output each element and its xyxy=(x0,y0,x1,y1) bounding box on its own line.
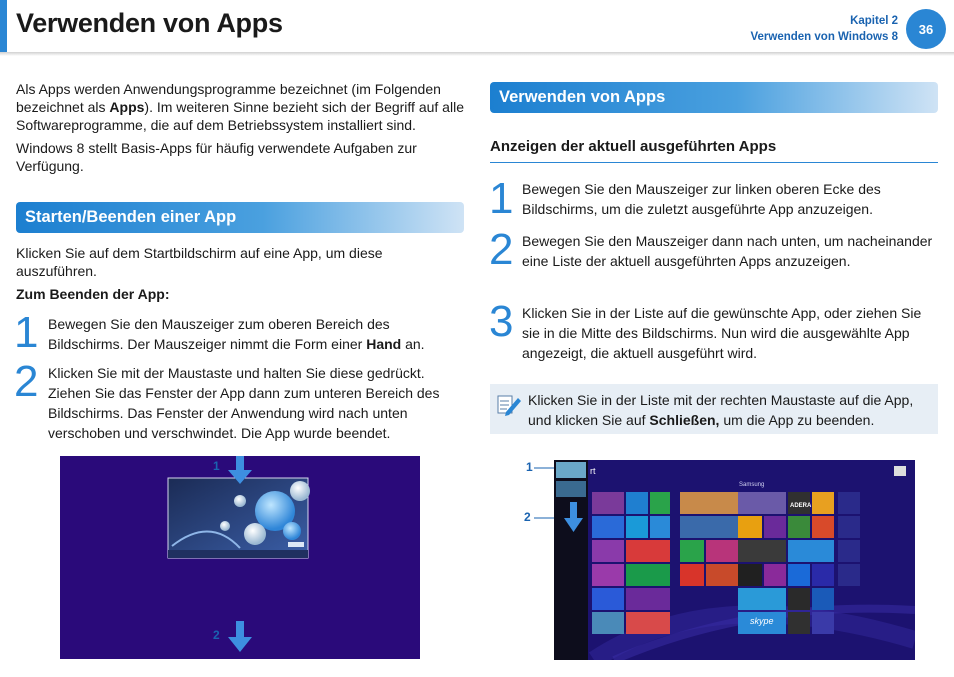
section-header-using-apps: Verwenden von Apps xyxy=(490,82,938,113)
step-2-text: Bewegen Sie den Mauszeiger dann nach unten, um nacheinander eine Liste der aktuell ausgeführten Apps anzuzeigen. xyxy=(522,233,933,269)
adera-tile-label: ADERA xyxy=(790,503,812,509)
step-number: 2 xyxy=(14,357,39,406)
section-header-start-stop: Starten/Beenden einer App xyxy=(16,202,464,233)
skype-tile-label: skype xyxy=(750,616,774,626)
intro-text-cont: ). Im weiteren Sinne bezieht sich der Begriff auf alle Softwareprogramme, die auf dem Betriebssystem installiert sind. xyxy=(16,99,464,133)
close-app-illustration xyxy=(60,456,420,659)
step-3-text: Klicken Sie in der Liste auf die gewünschte App, oder ziehen Sie sie in die Mitte des Bildschirms. Nun wird die ausgewählte App angezeigt, die aktuell ausgeführt wird. xyxy=(522,305,922,361)
step-1-text: Bewegen Sie den Mauszeiger zur linken oberen Ecke des Bildschirms, um die zuletzt ausgeführte App anzuzeigen. xyxy=(522,181,881,217)
figure-callout-2: 2 xyxy=(524,510,531,524)
note-bold: Schließen, xyxy=(649,412,720,428)
step-1-text xyxy=(48,314,458,354)
step-1-part: Bewegen Sie den Mauszeiger zum oberen Bereich des Bildschirms. Der Mauszeiger nimmt die Form einer xyxy=(48,316,390,352)
note-part: Klicken Sie in der Liste mit der rechten Maustaste auf die App, und klicken Sie auf xyxy=(528,392,914,428)
step-2-text: Klicken Sie mit der Maustaste und halten Sie diese gedrückt. Ziehen Sie das Fenster der App dann zum unteren Bereich des Bildschirms. Das Fenster der Anwendung wird nach unten verschoben und verschwindet. Die App wurde beendet. xyxy=(48,365,440,441)
figure-callout-1: 1 xyxy=(526,460,533,474)
intro-paragraph-2: Windows 8 stellt Basis-Apps für häufig verwendete Aufgaben zur Verfügung. xyxy=(16,140,417,174)
start-label-fragment: rt xyxy=(590,466,596,476)
callout-leader-lines xyxy=(534,462,556,522)
step-1-bold: Hand xyxy=(366,336,402,352)
close-app-screenshot xyxy=(60,456,420,659)
note-pencil-icon xyxy=(496,392,522,418)
intro-paragraph-1 xyxy=(16,80,468,134)
page-number-badge: 36 xyxy=(906,9,946,49)
header-divider xyxy=(0,52,954,56)
samsung-group-label: Samsung xyxy=(739,482,765,488)
start-screen-tiles xyxy=(554,460,915,660)
step-number: 1 xyxy=(14,308,39,357)
figure-callout-2: 2 xyxy=(213,628,220,642)
header-accent-bar xyxy=(0,0,7,52)
recent-app-thumbnail[interactable] xyxy=(556,462,586,478)
close-app-label: Zum Beenden der App: xyxy=(16,286,170,302)
step-number: 1 xyxy=(489,174,514,223)
section-text: Klicken Sie auf dem Startbildschirm auf eine App, um diese auszuführen. xyxy=(16,245,383,279)
step-1-end: an. xyxy=(401,336,425,352)
step-number: 2 xyxy=(489,225,514,274)
user-avatar xyxy=(894,466,906,476)
step-number: 3 xyxy=(489,297,514,346)
chapter-info xyxy=(750,13,898,45)
figure-callout-1: 1 xyxy=(213,459,220,473)
intro-text: Als Apps werden Anwendungsprogramme bezeichnet (im Folgenden bezeichnet als xyxy=(16,81,441,115)
note-text xyxy=(528,390,933,430)
chapter-label: Kapitel 2 xyxy=(850,15,898,27)
start-screen-illustration xyxy=(554,460,915,660)
note-end: um die App zu beenden. xyxy=(719,412,875,428)
arrow-down-icon xyxy=(228,621,252,652)
chapter-title: Verwenden von Windows 8 xyxy=(750,31,898,43)
note-box xyxy=(490,384,938,434)
intro-bold: Apps xyxy=(109,99,145,115)
recent-app-thumbnail[interactable] xyxy=(556,481,586,497)
subsection-title: Anzeigen der aktuell ausgeführten Apps xyxy=(490,138,938,163)
page-title: Verwenden von Apps xyxy=(16,8,283,38)
